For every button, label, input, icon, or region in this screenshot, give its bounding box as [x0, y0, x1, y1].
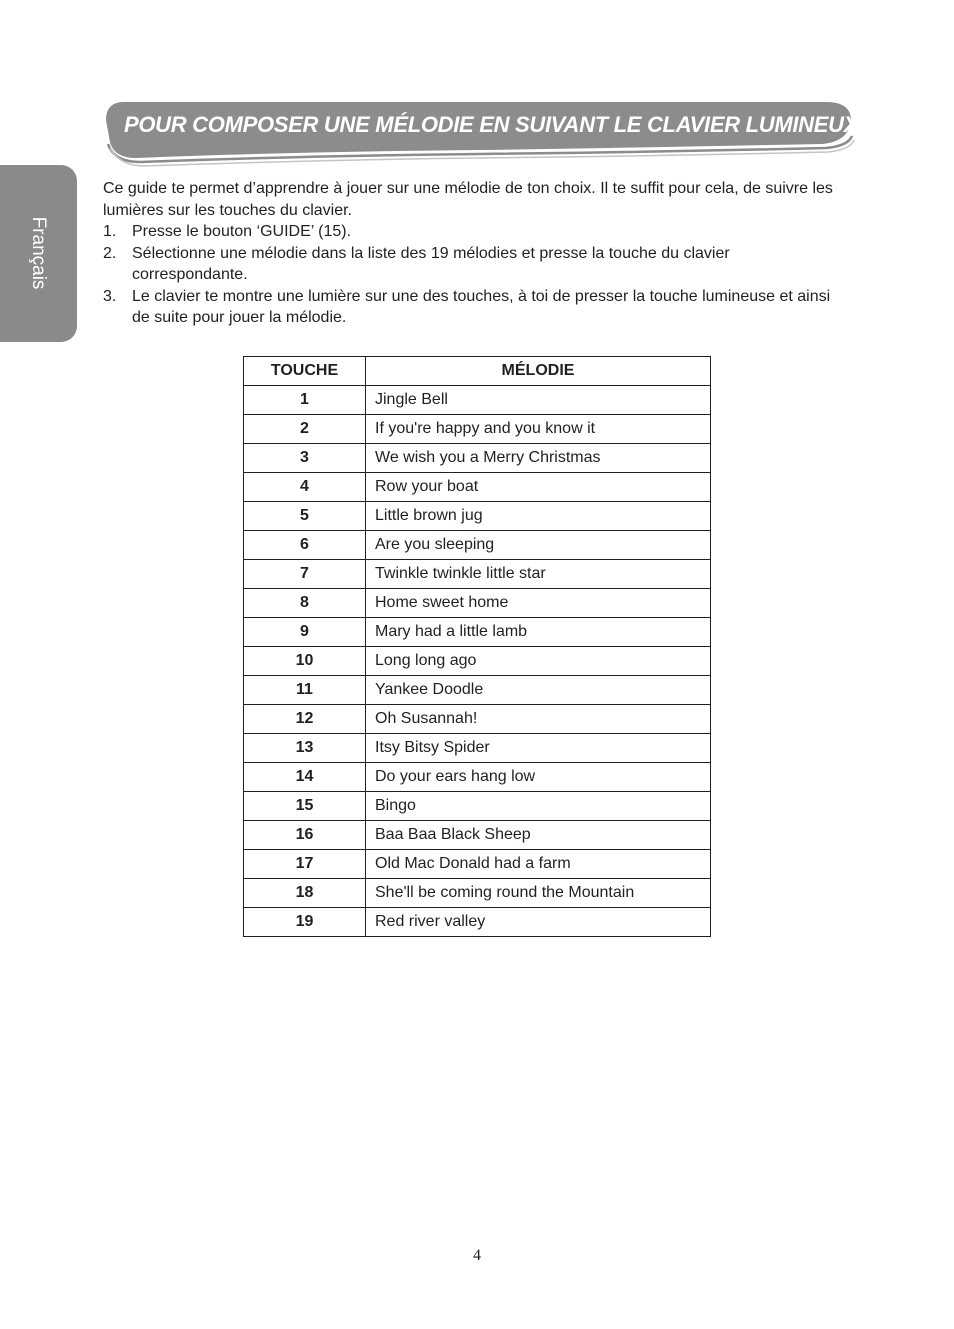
table-row	[244, 734, 711, 763]
melody-cell: Are you sleeping	[366, 531, 711, 560]
melody-cell: Yankee Doodle	[366, 676, 711, 705]
key-cell: 10	[244, 647, 366, 676]
table-row	[244, 763, 711, 792]
melody-cell: If you're happy and you know it	[366, 415, 711, 444]
key-cell: 16	[244, 821, 366, 850]
melody-cell: We wish you a Merry Christmas	[366, 444, 711, 473]
melody-cell: Old Mac Donald had a farm	[366, 850, 711, 879]
key-cell: 18	[244, 879, 366, 908]
table-row	[244, 647, 711, 676]
instructions	[103, 178, 848, 329]
melody-cell: Twinkle twinkle little star	[366, 560, 711, 589]
melody-cell: Mary had a little lamb	[366, 618, 711, 647]
key-cell: 17	[244, 850, 366, 879]
table-row	[244, 502, 711, 531]
melody-cell: She'll be coming round the Mountain	[366, 879, 711, 908]
header-melodie: MÉLODIE	[366, 357, 711, 386]
table-row	[244, 908, 711, 937]
key-cell: 11	[244, 676, 366, 705]
table-row	[244, 589, 711, 618]
melody-cell: Oh Susannah!	[366, 705, 711, 734]
step-item	[103, 286, 848, 329]
step-text: Le clavier te montre une lumière sur une des touches, à toi de presser la touche lumineuse et ainsi de suite pour jouer la mélodie.	[132, 287, 831, 326]
step-text: Presse le bouton ‘GUIDE’ (15).	[132, 223, 352, 240]
melody-cell: Red river valley	[366, 908, 711, 937]
language-tab-label: Français	[28, 216, 49, 290]
key-cell: 1	[244, 386, 366, 415]
table-row	[244, 850, 711, 879]
key-cell: 12	[244, 705, 366, 734]
key-cell: 3	[244, 444, 366, 473]
melody-table	[243, 356, 711, 937]
key-cell: 6	[244, 531, 366, 560]
table-header-row	[244, 357, 711, 386]
table-row	[244, 415, 711, 444]
key-cell: 7	[244, 560, 366, 589]
intro-paragraph: Ce guide te permet d’apprendre à jouer sur une mélodie de ton choix. Il te suffit pour cela, de suivre les lumières sur les touches du clavier.	[103, 180, 833, 219]
table-row	[244, 444, 711, 473]
melody-cell: Do your ears hang low	[366, 763, 711, 792]
table-row	[244, 705, 711, 734]
step-number: 2.	[103, 244, 117, 262]
section-title: POUR COMPOSER UNE MÉLODIE EN SUIVANT LE CLAVIER LUMINEUX	[124, 112, 859, 137]
melody-cell: Bingo	[366, 792, 711, 821]
melody-cell: Itsy Bitsy Spider	[366, 734, 711, 763]
melody-cell: Home sweet home	[366, 589, 711, 618]
table-row	[244, 560, 711, 589]
table-row	[244, 821, 711, 850]
table-row	[244, 473, 711, 502]
key-cell: 2	[244, 415, 366, 444]
melody-cell: Baa Baa Black Sheep	[366, 821, 711, 850]
table-row	[244, 676, 711, 705]
page-number: 4	[473, 1247, 481, 1264]
key-cell: 19	[244, 908, 366, 937]
table-row	[244, 531, 711, 560]
melody-cell: Jingle Bell	[366, 386, 711, 415]
header-touche: TOUCHE	[244, 357, 366, 386]
key-cell: 15	[244, 792, 366, 821]
step-number: 1.	[103, 223, 117, 240]
table-row	[244, 618, 711, 647]
step-text: Sélectionne une mélodie dans la liste des 19 mélodies et presse la touche du clavier correspondante.	[132, 244, 730, 283]
key-cell: 4	[244, 473, 366, 502]
key-cell: 14	[244, 763, 366, 792]
key-cell: 5	[244, 502, 366, 531]
table-row	[244, 879, 711, 908]
table-row	[244, 792, 711, 821]
melody-cell: Long long ago	[366, 647, 711, 676]
step-item	[103, 221, 848, 243]
key-cell: 13	[244, 734, 366, 763]
step-number: 3.	[103, 287, 117, 305]
melody-cell: Little brown jug	[366, 502, 711, 531]
step-item	[103, 243, 848, 286]
key-cell: 8	[244, 589, 366, 618]
table-row	[244, 386, 711, 415]
key-cell: 9	[244, 618, 366, 647]
melody-cell: Row your boat	[366, 473, 711, 502]
